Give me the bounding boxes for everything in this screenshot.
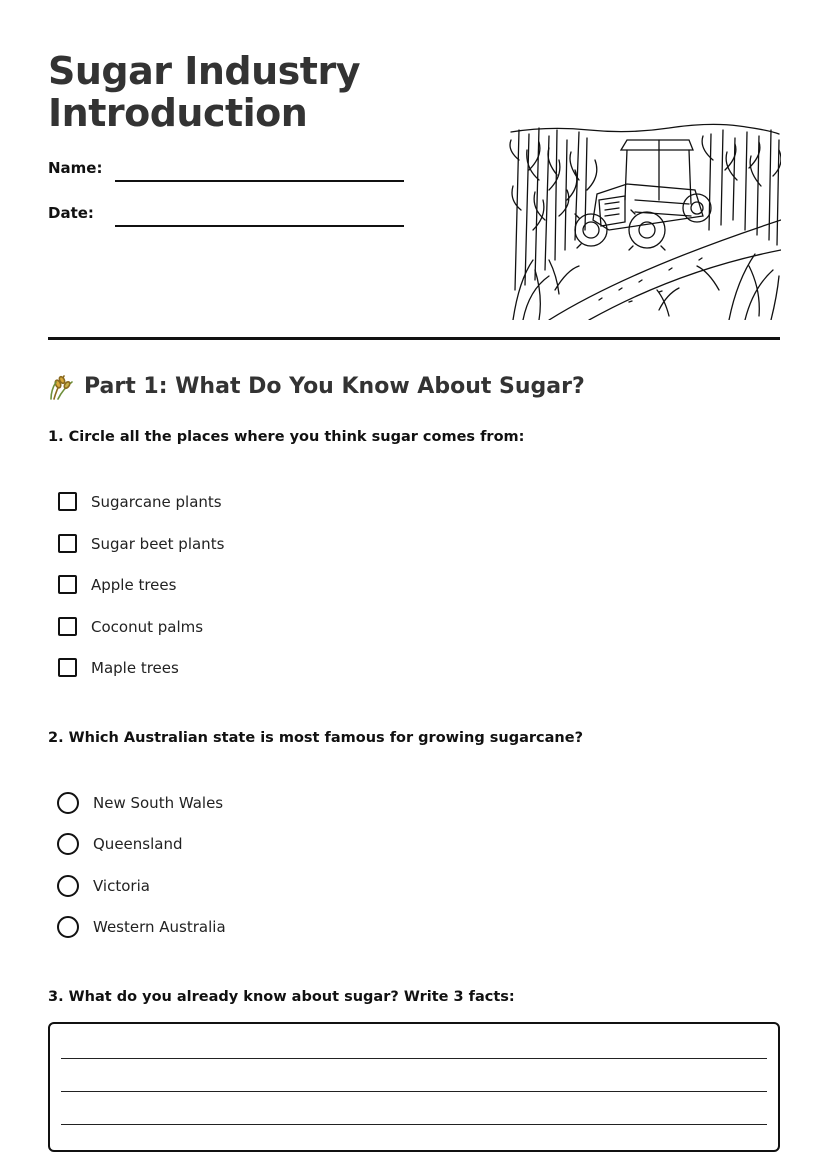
- q2-option[interactable]: [58, 916, 226, 938]
- q3-answer-box[interactable]: [48, 1022, 780, 1152]
- question-2: 2. Which Australian state is most famous for growing sugarcane?: [48, 730, 583, 746]
- date-line[interactable]: [115, 225, 404, 227]
- q1-checkbox[interactable]: [58, 492, 77, 511]
- q1-option[interactable]: [58, 658, 179, 677]
- part1-heading: [48, 372, 585, 400]
- q1-option-label: Sugar beet plants: [91, 534, 225, 553]
- q2-option-label: Queensland: [93, 835, 183, 853]
- title-line-2: Introduction: [48, 91, 308, 135]
- q2-option[interactable]: [58, 875, 150, 897]
- q2-option-label: Western Australia: [93, 918, 226, 936]
- q2-radio[interactable]: [57, 875, 79, 897]
- q1-checkbox[interactable]: [58, 658, 77, 677]
- q2-radio[interactable]: [57, 833, 79, 855]
- question-3: 3. What do you already know about sugar? Write 3 facts:: [48, 989, 515, 1005]
- q2-radio[interactable]: [57, 916, 79, 938]
- q1-option[interactable]: [58, 534, 224, 553]
- q1-option-label: Coconut palms: [91, 617, 204, 636]
- date-label: Date:: [48, 204, 94, 222]
- q2-option-label: Victoria: [93, 877, 150, 895]
- q1-checkbox[interactable]: [58, 575, 77, 594]
- title-line-1: Sugar Industry: [48, 49, 360, 93]
- q1-option[interactable]: [58, 617, 203, 636]
- q2-option[interactable]: [58, 833, 182, 855]
- answer-line[interactable]: [61, 1124, 767, 1125]
- answer-line[interactable]: [61, 1058, 767, 1059]
- answer-line[interactable]: [61, 1091, 767, 1092]
- part1-heading-text: Part 1: What Do You Know About Sugar?: [84, 373, 585, 399]
- q1-option-label: Maple trees: [91, 658, 179, 677]
- name-label: Name:: [48, 159, 103, 177]
- worksheet-title: [48, 50, 360, 134]
- wheat-icon: [48, 372, 76, 400]
- question-1: 1. Circle all the places where you think sugar comes from:: [48, 429, 525, 445]
- q1-checkbox[interactable]: [58, 534, 77, 553]
- q1-option[interactable]: [58, 575, 176, 594]
- q2-option-label: New South Wales: [93, 794, 224, 812]
- tractor-in-sugarcane-field-illustration: [509, 120, 781, 320]
- section-divider: [48, 337, 780, 340]
- q2-option[interactable]: [58, 792, 223, 814]
- q2-radio[interactable]: [57, 792, 79, 814]
- q1-option-label: Apple trees: [91, 575, 177, 594]
- q1-option-label: Sugarcane plants: [91, 492, 222, 511]
- q1-option[interactable]: [58, 492, 222, 511]
- q1-checkbox[interactable]: [58, 617, 77, 636]
- name-line[interactable]: [115, 180, 404, 182]
